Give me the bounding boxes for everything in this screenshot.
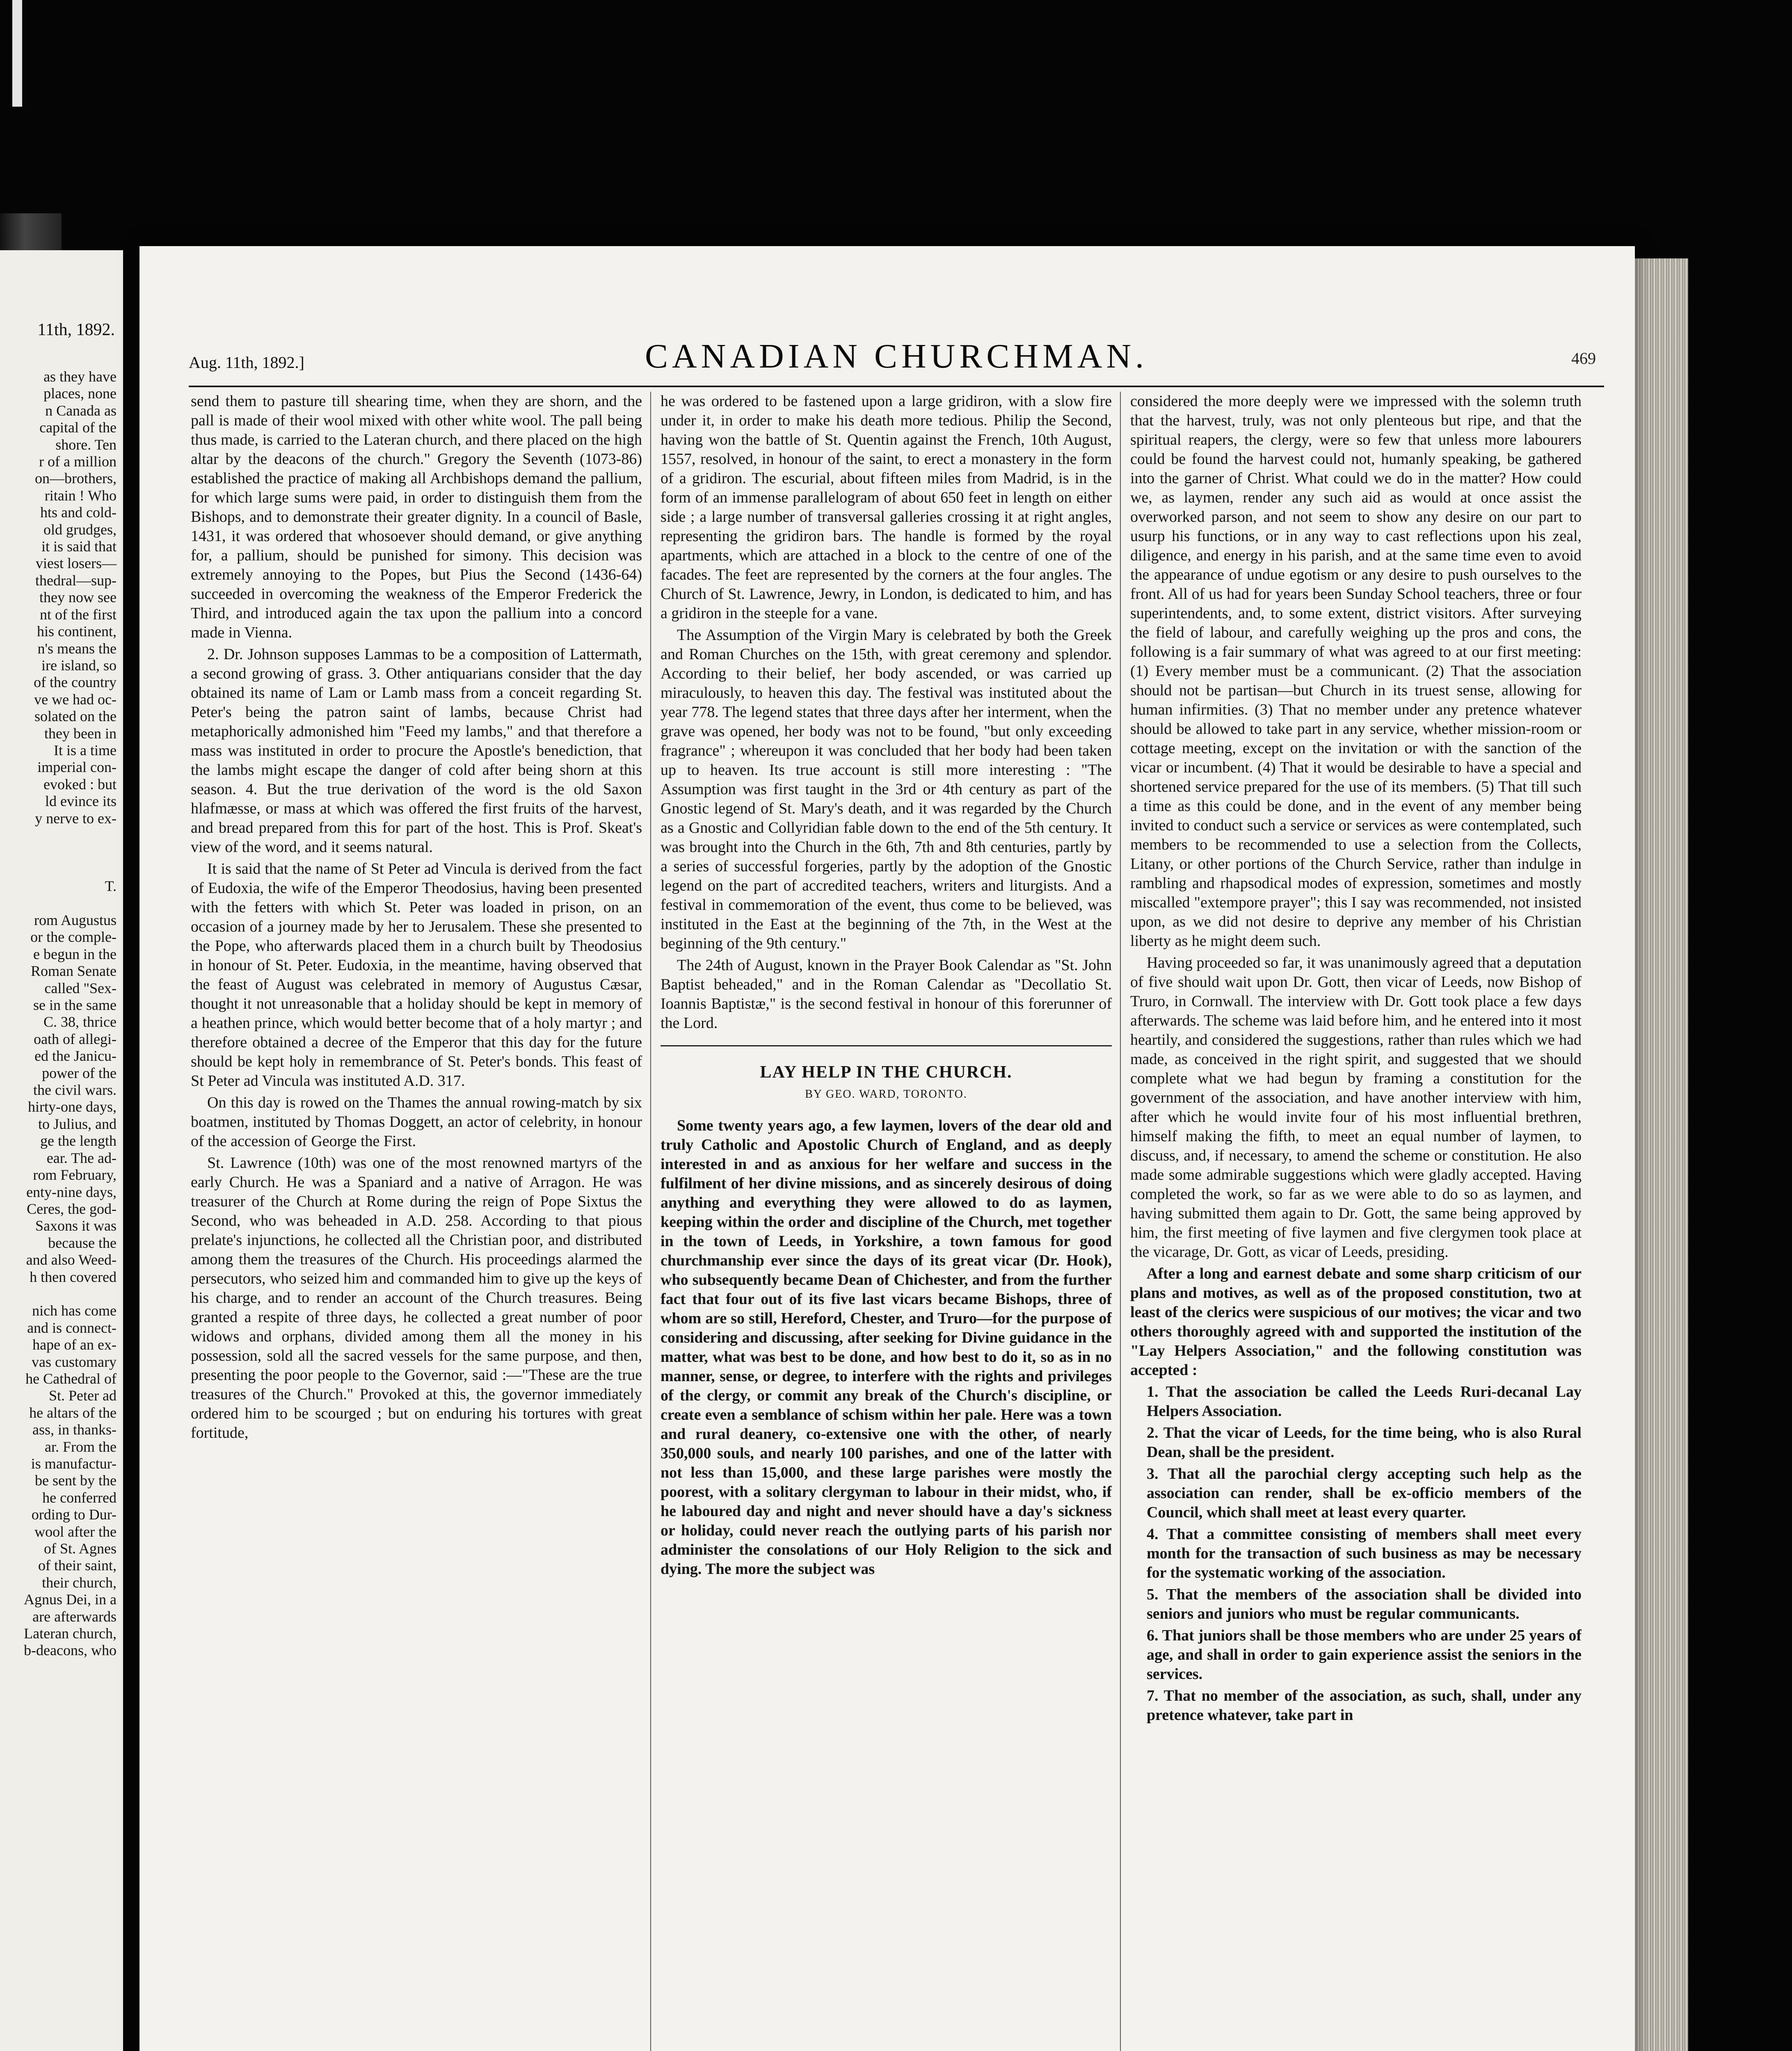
facing-page-line: wool after the (34, 1523, 117, 1540)
facing-page-line: to Julius, and (38, 1115, 117, 1132)
facing-page-line: he altars of the (29, 1404, 117, 1421)
facing-page-line: he Cathedral of (25, 1370, 117, 1387)
paragraph: Having proceeded so far, it was unanimously agreed that a deputation of five should wait upon Dr. Gott, then vicar of Leeds, now Bishop of Truro, in Cornwall. The interview with Dr. Gott took place a few days afterwards. The scheme was laid before him, and he entered into it most heartily, and considered the suggestions, rather than rules which we had made, as conceived in the right spirit, and suggested that we should complete what we had begun by framing a constitution for the government of the association, and have another interview with him, after which he would invite four of his most influential brethren, himself making the fifth, to meet an equal number of laymen, to discuss, and, if necessary, to amend the scheme or constitution. He also made some admirable suggestions which were gladly accepted. Having completed the work, so far as we were able to do so as laymen, and having submitted them again to Dr. Gott, the same being approved by him, the first meeting of five laymen and five clergymen took place at the vicarage, Dr. Gott, as vicar of Leeds, presiding. (1130, 954, 1582, 1261)
facing-page-line: It is a time (54, 742, 117, 758)
facing-page-line: n Canada as (45, 402, 117, 419)
facing-page-line: ve we had oc- (34, 691, 117, 708)
facing-page-line: C. 38, thrice (43, 1014, 117, 1030)
facing-page-line: it is said that (41, 538, 117, 555)
page-stack-edge (1635, 258, 1688, 2051)
column-2 (661, 392, 1112, 2051)
facing-page-line: capital of the (39, 419, 117, 436)
facing-page-line: of their saint, (38, 1557, 117, 1574)
page-number: 469 (1571, 349, 1596, 368)
facing-page-line: be sent by the (35, 1472, 117, 1489)
running-header (189, 336, 1604, 381)
constitution-item: 4. That a committee consisting of members shall meet every month for the transaction of such business as may be necessary for the systematic working of the association. (1147, 1526, 1582, 1581)
facing-page-line: St. Peter ad (49, 1387, 117, 1404)
facing-page-line: Lateran church, (24, 1625, 117, 1642)
facing-page-line: se in the same (33, 997, 117, 1014)
facing-page-line: rom Augustus (34, 912, 117, 928)
facing-page-line: r of a million (39, 453, 117, 470)
facing-page-line: ge the length (40, 1133, 117, 1149)
facing-page-line (0, 895, 123, 912)
facing-page-line: as they have (43, 368, 117, 385)
facing-page-line: hts and cold- (40, 504, 117, 521)
facing-page-line (0, 827, 123, 844)
facing-page-line: imperial con- (37, 759, 117, 776)
facing-page-line: ording to Dur- (31, 1506, 117, 1523)
article-separator (661, 1045, 1112, 1046)
paragraph: 2. Dr. Johnson supposes Lammas to be a composition of Lattermath, a second growing of grass. 3. Other antiquarians consider that the day obtained its name of Lam or Lamb mass from a conceit regarding St. Peter's being the patron saint of lambs, because Christ had metaphorically admonished him "Feed my lambs," and that therefore a mass was instituted in order to procure the Apostle's benediction, that the lambs might escape the danger of cold after being shorn at this season. 4. But the true derivation of the word is the old Saxon hlafmæsse, or mass at which was offered the first fruits of the harvest, and bread prepared from this for part of the host. This is Prof. Skeat's view of the word, and it seems natural. (191, 646, 642, 856)
facing-page-line: thedral—sup- (35, 572, 117, 589)
facing-page-line: ritain ! Who (44, 487, 117, 504)
paragraph: St. Lawrence (10th) was one of the most renowned martyrs of the early Church. He was a Spaniard and a native of Arragon. He was treasurer of the Church at Rome during the reign of Pope Sixtus the Second, who was beheaded in A.D. 258. According to that pious prelate's injunctions, he collected all the Christian poor, and distributed among them the treasures of the Church. His proceedings alarmed the persecutors, who seized him and commanded him to give up the keys of his charge, and to render an account of the Church treasures. Being granted a respite of three days, he collected a great number of poor widows and orphans, divided among them all the money in his possession, sold all the sacred vessels for the same purpose, and then, presenting the poor people to the Governor, said :—"These are the true treasures of the Church." Provoked at this, the governor immediately ordered him to be scourged ; but on enduring his tortures with great fortitude, (191, 1154, 642, 1441)
facing-page-line: on—brothers, (35, 470, 117, 487)
paragraph: On this day is rowed on the Thames the annual rowing-match by six boatmen, instituted by Thomas Doggett, an actor of celebrity, in honour of the accession of George the First. (191, 1094, 642, 1150)
facing-page-line: b-deacons, who (24, 1642, 117, 1659)
facing-page-line: solated on the (34, 708, 117, 725)
facing-page-line: enty-nine days, (26, 1183, 117, 1200)
facing-page-line: his continent, (37, 623, 117, 640)
facing-page-line: h then covered (30, 1268, 117, 1285)
column-1 (191, 392, 642, 2051)
constitution-item: 7. That no member of the association, as such, shall, under any pretence whatever, take part in (1147, 1687, 1582, 1724)
facing-page-line: he conferred (42, 1489, 117, 1506)
paragraph: After a long and earnest debate and some sharp criticism of our plans and motives, as well as of the proposed constitution, two at least of the clerics were suspicious of our motives; the vicar and two others thoroughly agreed with and supported the institution of the "Lay Helpers Association," and the following constitution was accepted : (1130, 1265, 1582, 1379)
facing-page-line (0, 844, 123, 861)
facing-page-line: Ceres, the god- (27, 1200, 117, 1217)
facing-page-line: and also Weed- (26, 1252, 117, 1268)
facing-page-line: e begun in the (33, 946, 117, 962)
facing-page-line: places, none (43, 385, 117, 402)
facing-page-line: n's means the (37, 640, 117, 657)
facing-page-line: vas customary (32, 1353, 117, 1370)
facing-page-line: and is connect- (27, 1319, 117, 1336)
paragraph: Some twenty years ago, a few laymen, lovers of the dear old and truly Catholic and Apostolic Church of England, and as deeply interested in and as anxious for her welfare and success in the fulfilment of her divine missions, and as sincerely desirous of doing anything and everything they were allowed to do as laymen, keeping within the order and discipline of the Church, met together in the town of Leeds, in Yorkshire, a town famous for good churchmanship ever since the days of its great vicar (Dr. Hook), who subsequently became Dean of Chichester, and from the further fact that four out of its five last vicars became Bishops, three of whom are so still, Hereford, Chester, and Truro—for the purpose of considering and discussing, after seeking for Divine guidance in the matter, what was best to be done, and how best to do it, so as in no manner, sense, or degree, to interfere with the rights and privileges of the clergy, or commit any break of the Church's discipline, or create even a semblance of schism within her pale. Here was a town and rural deanery, co-extensive one with the other, of nearly 350,000 souls, and nearly 100 parishes, and one of the latter with not less than 15,000, and these large parishes were mostly the poorest, with a solitary clergyman to labour in their midst, who, if he laboured day and night and never should have a day's sickness or holiday, could never reach the outlying parts of his parish nor administer the consolations of our Holy Religion to the sick and dying. The more the subject was (661, 1117, 1112, 1578)
binding-mark-top (12, 0, 22, 107)
facing-page-line: nich has come (32, 1302, 117, 1319)
paragraph: It is said that the name of St Peter ad Vincula is derived from the fact of Eudoxia, the wife of the Emperor Theodosius, having been presented with the fetters with which St. Peter was loaded in prison, on an occasion of a journey made by her to Jerusalem. These she presented to the Pope, who afterwards placed them in a church built by Theodosius in honour of St. Peter. Eudoxia, in the meantime, having observed that the feast of August was celebrated in memory of Augustus Cæsar, thought it not unreasonable that a holiday should be kept in memory of a heathen prince, which would better become that of a holy martyr ; and therefore obtained a decree of the Emperor that this day for the future should be kept holy in remembrance of St. Peter's bonds. This feast of St Peter ad Vincula was instituted A.D. 317. (191, 860, 642, 1089)
article-byline: BY GEO. WARD, TORONTO. (805, 1088, 967, 1101)
facing-page-line: ar. From the (45, 1438, 117, 1455)
facing-page-line: or the comple- (30, 929, 117, 946)
facing-page-line: is manufactur- (31, 1455, 117, 1472)
constitution-item: 3. That all the parochial clergy accepting such help as the association can render, shall be ex-officio members of the Council, which shall meet at least every quarter. (1147, 1465, 1582, 1521)
column-3 (1130, 392, 1582, 2051)
facing-page-text (0, 368, 123, 1659)
facing-page-line: shore. Ten (55, 436, 117, 453)
facing-page-line: Saxons it was (35, 1217, 117, 1234)
column-divider (1120, 392, 1121, 2051)
column-divider (650, 392, 651, 2051)
facing-page-line (0, 1286, 123, 1302)
facing-page-line: evoked : but (43, 776, 117, 793)
facing-page-line: they now see (39, 589, 117, 606)
facing-page-line: are afterwards (32, 1608, 117, 1625)
paragraph: The Assumption of the Virgin Mary is celebrated by both the Greek and Roman Churches on the 15th, with great ceremony and splendor. According to their belief, her body ascended, or was carried up miraculously, to heaven this day. The festival was instituted about the year 778. The legend states that three days after her interment, when the grave was opened, her body was not to be found, "but only exceeding fragrance" ; whereupon it was concluded that her body had been taken up to heaven. Its true account is still more interesting : "The Assumption was first taught in the 3rd or 4th century as part of the Gnostic legend of St. Mary's death, and it was regarded by the Church as a Gnostic and Collyridian fable down to the end of the 5th century. It was brought into the Church in the 6th, 7th and 8th centuries, partly by a series of successful forgeries, partly by the adoption of the Gnostic legend on the part of accredited teachers, writers and liturgists. And a festival in commemoration of the event, thus come to be believed, was instituted in the East at the beginning of the 7th, in the West at the beginning of the 9th century." (661, 626, 1112, 952)
facing-page-line: they been in (44, 725, 117, 742)
facing-page-line: T. (105, 878, 117, 895)
facing-page-line: ear. The ad- (46, 1149, 117, 1166)
paragraph: he was ordered to be fastened upon a large gridiron, with a slow fire under it, in order to make his death more tedious. Philip the Second, having won the battle of St. Quentin against the French, 10th August, 1557, resolved, in honour of the saint, to erect a monastery in the form of a gridiron. The escurial, about fifteen miles from Madrid, is in the form of an immense parallelogram of about 650 feet in length on either side ; a large number of transversal galleries crossing it at right angles, representing the gridiron bars. The handle is formed by the royal apartments, which are attached in a block to the centre of one of the facades. The feet are represented by the corners at the four angles. The Church of St. Lawrence, Jewry, in London, is dedicated to him, and has a gridiron in the steeple for a vane. (661, 393, 1112, 622)
facing-page-line: ass, in thanks- (32, 1421, 117, 1438)
facing-page-line: hape of an ex- (32, 1336, 117, 1353)
constitution-item: 1. That the association be called the Leeds Ruri-decanal Lay Helpers Association. (1147, 1383, 1582, 1420)
facing-page-line: nt of the first (40, 606, 117, 623)
facing-page-line: rom February, (33, 1167, 117, 1183)
facing-page-line: because the (48, 1234, 117, 1251)
facing-page-line: old grudges, (43, 521, 117, 538)
constitution-item: 2. That the vicar of Leeds, for the time being, who is also Rural Dean, shall be the president. (1147, 1424, 1582, 1461)
facing-page-line: called "Sex- (44, 980, 117, 996)
facing-page-line: ire island, so (41, 657, 117, 674)
masthead-title: CANADIAN CHURCHMAN. (645, 337, 1148, 375)
facing-page-line: power of the (42, 1064, 117, 1081)
paragraph: considered the more deeply were we impressed with the solemn truth that the harvest, truly, was not only plenteous but ripe, and that the spiritual reapers, the clergy, were so few that unless more labourers could be found the harvest could not, humanly speaking, be gathered into the garner of Christ. What could we do in the matter? How could we, as laymen, render any such aid as would at once assist the overworked parson, and not seem to show any desire on our part to usurp his functions, or in any way to cast reflections upon his zeal, diligence, and energy in his parish, and at the same time even to avoid the appearance of undue egotism or any desire to push ourselves to the front. All of us had for years been Sunday School teachers, three or four superintendents, and, to some extent, district visitors. After surveying the field of labour, and carefully weighing up the pros and cons, the following is a fair summary of what was agreed to at our first meeting: (1) Every member must be a communicant. (2) That the association should not be partisan—but Church in its truest sense, allowing for human infirmities. (3) That no member under any pretence whatever should be allowed to take part in any service, whether mission-room or cottage meeting, except on the invitation or with the sanction of the vicar or incumbent. (4) That it would be desirable to have a special and shortened service prepared for the use of its members. (5) That till such a time as this could be done, and in the event of any member being invited to conduct such a service or services as were contemplated, such members to be recommended to use a selection from the Collects, Litany, or other portions of the Church Service, rather than indulge in rambling and rhapsodical modes of expression, sometimes and mostly miscalled "extempore prayer"; this I say was recommended, not insisted upon, as we did not desire to deprive any member of his Christian liberty as he might deem such. (1130, 393, 1582, 950)
facing-page-line: viest losers— (36, 555, 117, 572)
facing-page-line: hirty-one days, (28, 1099, 117, 1115)
facing-page-line: the civil wars. (33, 1082, 117, 1099)
article-title: LAY HELP IN THE CHURCH. (760, 1063, 1013, 1082)
facing-page-line: ed the Janicu- (34, 1048, 117, 1064)
facing-page-line (0, 861, 123, 878)
facing-page-line: oath of allegi- (34, 1030, 117, 1047)
facing-page-line: of the country (34, 674, 117, 691)
facing-page-header: 11th, 1892. (37, 320, 115, 339)
facing-page-line: Roman Senate (31, 963, 117, 980)
facing-page-line: their church, (42, 1574, 117, 1591)
facing-page-line: Agnus Dei, in a (24, 1591, 117, 1608)
facing-page-line: y nerve to ex- (35, 810, 117, 827)
facing-page-fragment (0, 250, 123, 2051)
constitution-item: 6. That juniors shall be those members who are under 25 years of age, and shall in order to gain experience assist the seniors in the services. (1147, 1627, 1582, 1683)
constitution-item: 5. That the members of the association shall be divided into seniors and juniors who must be regular communicants. (1147, 1586, 1582, 1622)
paragraph: The 24th of August, known in the Prayer Book Calendar as "St. John Baptist beheaded," and in the Roman Calendar as "Decollatio St. Ioannis Baptistæ," is the second festival in honour of this forerunner of the Lord. (661, 957, 1112, 1032)
header-date: Aug. 11th, 1892.] (189, 353, 304, 372)
newspaper-page (139, 246, 1635, 2051)
facing-page-line: of St. Agnes (43, 1540, 117, 1557)
header-rule (189, 386, 1604, 387)
facing-page-line: ld evince its (45, 793, 117, 810)
paragraph: send them to pasture till shearing time, when they are shorn, and the pall is made of their wool mixed with other white wool. The pall being thus made, is carried to the Lateran church, and there placed on the high altar by the deacons of the church." Gregory the Seventh (1073-86) established the practice of making all Archbishops demand the pallium, for which large sums were paid, in order to distinguish them from the Bishops, and to demonstrate their greater dignity. In a council of Basle, 1431, it was ordered that whosoever should demand, or give anything for, a pallium, should be punished for simony. This decision was extremely annoying to the Popes, but Pius the Second (1436-64) succeeded in overcoming the weakness of the Emperor Frederick the Third, and introduced again the tax upon the pallium into a concord made in Vienna. (191, 393, 642, 641)
